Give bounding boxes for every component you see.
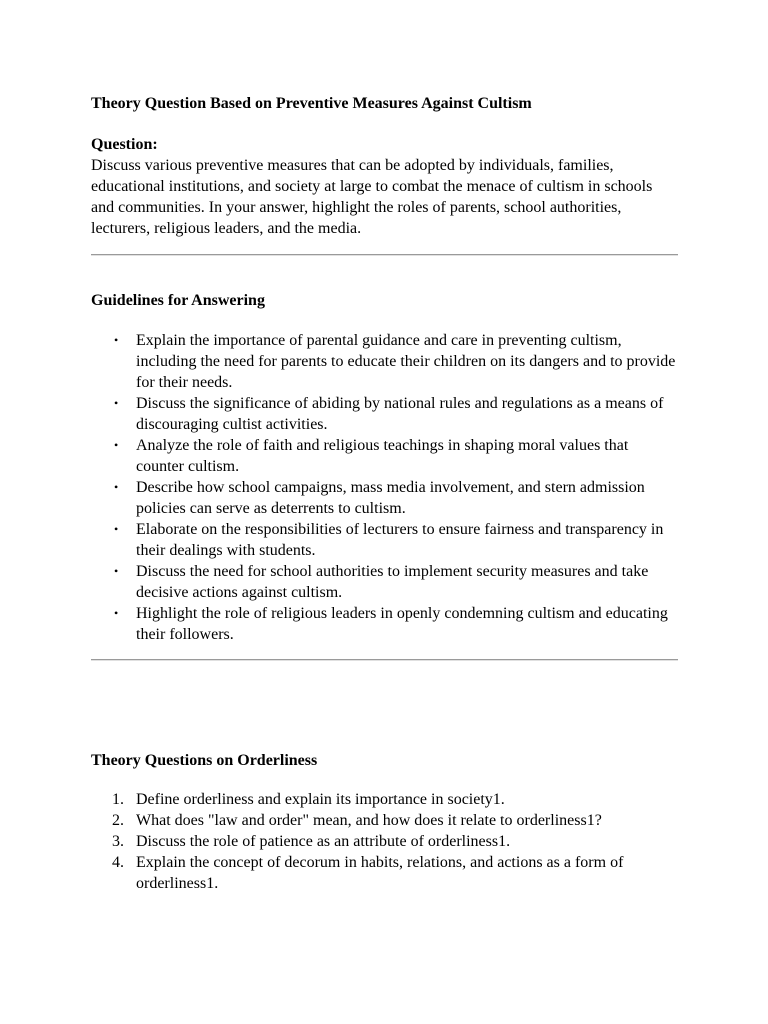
list-item [114,330,678,393]
list-item-text: Elaborate on the responsibilities of lecturers to ensure fairness and transparency in their dealings with students. [136,521,664,559]
list-item [112,852,678,894]
list-number: 3. [112,833,124,850]
orderliness-list [91,789,678,894]
orderliness-heading: Theory Questions on Orderliness [91,752,318,769]
list-item-text: What does "law and order" mean, and how does it relate to orderliness1? [136,812,602,829]
horizontal-rule [91,659,678,661]
list-number: 4. [112,854,124,871]
list-item-text: Explain the importance of parental guidance and care in preventing cultism, including the need for parents to educate their children on its dangers and to provide for their needs. [136,332,676,391]
page-title: Theory Question Based on Preventive Measures Against Cultism [91,95,532,112]
list-item [114,393,678,435]
bullet-icon: • [114,564,119,578]
list-item [114,435,678,477]
bullet-icon: • [114,522,119,536]
guidelines-heading: Guidelines for Answering [91,292,265,309]
list-item [114,477,678,519]
bullet-icon: • [114,438,119,452]
bullet-icon: • [114,333,119,347]
list-item-text: Discuss the role of patience as an attribute of orderliness1. [136,833,511,850]
bullet-icon: • [114,480,119,494]
list-item-text: Discuss the significance of abiding by national rules and regulations as a means of discouraging cultist activities. [136,395,664,433]
list-item [114,603,678,645]
horizontal-rule [91,254,678,256]
list-item [114,519,678,561]
list-item-text: Describe how school campaigns, mass media involvement, and stern admission policies can serve as deterrents to cultism. [136,479,645,517]
bullet-icon: • [114,606,119,620]
list-number: 1. [112,791,124,808]
question-label: Question: [91,136,158,153]
bullet-icon: • [114,396,119,410]
list-item-text: Highlight the role of religious leaders in openly condemning cultism and educating their followers. [136,605,668,643]
list-item [112,810,678,831]
list-item [114,561,678,603]
list-item-text: Discuss the need for school authorities to implement security measures and take decisive actions against cultism. [136,563,649,601]
list-number: 2. [112,812,124,829]
list-item-text: Explain the concept of decorum in habits, relations, and actions as a form of orderliness1. [136,854,624,892]
list-item [112,789,678,810]
list-item-text: Analyze the role of faith and religious teachings in shaping moral values that counter cultism. [136,437,629,475]
list-item [112,831,678,852]
question-body: Discuss various preventive measures that can be adopted by individuals, families, educational institutions, and society at large to combat the menace of cultism in schools and communities. In your answer, highlight the roles of parents, school authorities, lecturers, religious leaders, and the media. [91,157,653,237]
guidelines-list [91,330,678,645]
list-item-text: Define orderliness and explain its importance in society1. [136,791,505,808]
